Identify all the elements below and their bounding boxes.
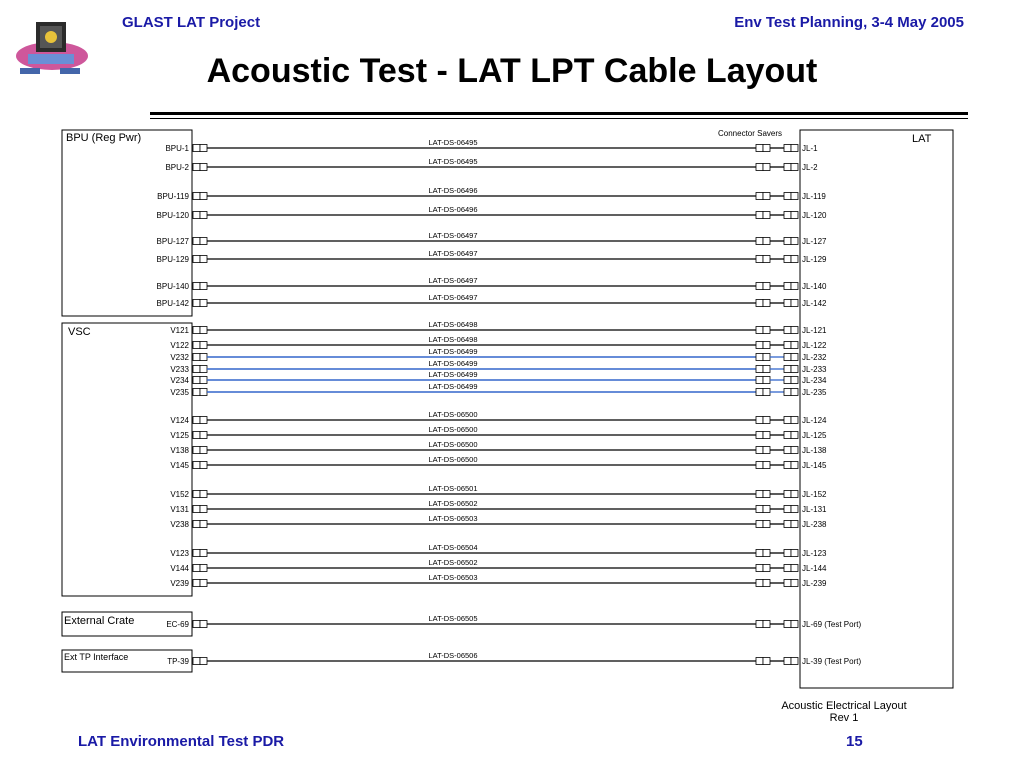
connector-left <box>200 193 207 200</box>
connector-saver <box>763 491 770 498</box>
connector-left <box>193 565 200 572</box>
cable-id-label: LAT-DS-06497 <box>428 293 478 302</box>
connector-left <box>193 256 200 263</box>
connector-left <box>193 550 200 557</box>
cable-left-label: BPU-2 <box>165 163 189 172</box>
connector-saver <box>784 506 791 513</box>
cable-id-label: LAT-DS-06500 <box>428 440 478 449</box>
connector-left <box>193 621 200 628</box>
cable-right-label: JL-238 <box>802 520 827 529</box>
cable-id-label: LAT-DS-06500 <box>428 410 478 419</box>
connector-saver <box>784 447 791 454</box>
connector-left <box>200 238 207 245</box>
cable-left-label: V121 <box>170 326 189 335</box>
cable-left-label: V145 <box>170 461 189 470</box>
cable-right-label: JL-131 <box>802 505 827 514</box>
lat-label: LAT <box>912 133 932 145</box>
connector-saver <box>791 283 798 290</box>
cable-left-label: TP-39 <box>167 657 189 666</box>
cable-right-label: JL-233 <box>802 365 827 374</box>
connector-saver <box>791 300 798 307</box>
connector-left <box>200 658 207 665</box>
cable-left-label: BPU-120 <box>156 211 189 220</box>
connector-saver <box>756 550 763 557</box>
connector-saver <box>784 621 791 628</box>
connector-saver <box>763 256 770 263</box>
connector-saver <box>791 366 798 373</box>
cable-id-label: LAT-DS-06496 <box>428 205 478 214</box>
connector-saver <box>791 193 798 200</box>
cable-id-label: LAT-DS-06503 <box>428 573 478 582</box>
connector-saver <box>763 193 770 200</box>
connector-saver <box>791 327 798 334</box>
connector-saver <box>756 580 763 587</box>
cable-right-label: JL-121 <box>802 326 827 335</box>
connector-saver <box>756 366 763 373</box>
connector-saver <box>756 342 763 349</box>
connector-left <box>200 145 207 152</box>
cable-left-label: BPU-119 <box>157 192 189 201</box>
cable-right-label: JL-120 <box>802 211 827 220</box>
connector-saver <box>784 550 791 557</box>
connector-saver <box>756 658 763 665</box>
connector-left <box>193 580 200 587</box>
connector-saver <box>791 238 798 245</box>
cable-right-label: JL-138 <box>802 446 827 455</box>
connector-left <box>193 389 200 396</box>
cable-right-label: JL-2 <box>802 163 818 172</box>
cable-left-label: BPU-127 <box>156 237 189 246</box>
connector-left <box>200 462 207 469</box>
cable-right-label: JL-122 <box>802 341 827 350</box>
connector-saver <box>763 621 770 628</box>
cable-id-label: LAT-DS-06498 <box>428 320 478 329</box>
cable-id-label: LAT-DS-06497 <box>428 231 478 240</box>
connector-saver <box>791 491 798 498</box>
connector-saver <box>756 256 763 263</box>
connector-saver <box>763 342 770 349</box>
cable-rows <box>157 138 862 666</box>
cable-left-label: V232 <box>170 353 189 362</box>
cable-right-label: JL-1 <box>802 144 818 153</box>
cable-left-label: BPU-142 <box>156 299 189 308</box>
connector-left <box>200 354 207 361</box>
cable-right-label: JL-235 <box>802 388 827 397</box>
connector-left <box>193 506 200 513</box>
connector-saver <box>763 447 770 454</box>
connector-saver <box>756 283 763 290</box>
cable-right-label: JL-142 <box>802 299 827 308</box>
connector-saver <box>763 145 770 152</box>
header-project: GLAST LAT Project <box>122 14 261 31</box>
cable-left-label: V124 <box>170 416 189 425</box>
cable-left-label: BPU-129 <box>156 255 189 264</box>
connector-left <box>193 300 200 307</box>
cable-right-label: JL-69 (Test Port) <box>802 620 862 629</box>
connector-left <box>193 283 200 290</box>
caption-line1: Acoustic Electrical Layout <box>781 700 907 712</box>
connector-left <box>200 389 207 396</box>
connector-saver <box>791 447 798 454</box>
cable-right-label: JL-140 <box>802 282 827 291</box>
cable-id-label: LAT-DS-06502 <box>428 499 478 508</box>
cable-left-label: V123 <box>170 549 189 558</box>
connector-saver <box>763 377 770 384</box>
connector-saver <box>756 300 763 307</box>
connector-left <box>193 164 200 171</box>
connector-saver <box>791 389 798 396</box>
cable-right-label: JL-152 <box>802 490 827 499</box>
connector-left <box>193 521 200 528</box>
connector-saver <box>756 447 763 454</box>
connector-saver <box>784 658 791 665</box>
connector-left <box>200 212 207 219</box>
connector-saver <box>791 580 798 587</box>
cable-id-label: LAT-DS-06506 <box>428 651 478 660</box>
connector-saver <box>763 212 770 219</box>
connector-saver <box>791 432 798 439</box>
connector-saver <box>763 565 770 572</box>
cable-id-label: LAT-DS-06500 <box>428 425 478 434</box>
connector-saver <box>784 354 791 361</box>
connector-left <box>200 417 207 424</box>
cable-left-label: V131 <box>170 505 189 514</box>
connector-left <box>200 283 207 290</box>
connector-saver <box>791 354 798 361</box>
connector-left <box>193 432 200 439</box>
connector-saver <box>756 521 763 528</box>
connector-saver <box>763 164 770 171</box>
page-title: Acoustic Test - LAT LPT Cable Layout <box>206 52 818 90</box>
cable-id-label: LAT-DS-06497 <box>428 249 478 258</box>
connector-saver <box>784 389 791 396</box>
cable-id-label: LAT-DS-06496 <box>428 186 478 195</box>
connector-saver <box>756 354 763 361</box>
connector-left <box>193 447 200 454</box>
cable-left-label: V233 <box>170 365 189 374</box>
cable-right-label: JL-39 (Test Port) <box>802 657 862 666</box>
cable-right-label: JL-129 <box>802 255 827 264</box>
cable-id-label: LAT-DS-06505 <box>428 614 478 623</box>
footer-title: LAT Environmental Test PDR <box>78 733 285 750</box>
connector-saver <box>756 327 763 334</box>
connector-saver <box>763 521 770 528</box>
group-label-bpu: BPU (Reg Pwr) <box>66 132 142 144</box>
connector-saver <box>756 432 763 439</box>
cable-right-label: JL-125 <box>802 431 827 440</box>
cable-id-label: LAT-DS-06504 <box>428 543 478 552</box>
cable-id-label: LAT-DS-06495 <box>428 157 478 166</box>
caption-line2: Rev 1 <box>829 712 859 724</box>
cable-left-label: V234 <box>170 376 189 385</box>
connector-left <box>200 565 207 572</box>
connector-saver <box>784 300 791 307</box>
connector-saver <box>784 432 791 439</box>
connector-left <box>193 145 200 152</box>
connector-saver <box>763 300 770 307</box>
cable-id-label: LAT-DS-06495 <box>428 138 478 147</box>
cable-left-label: V138 <box>170 446 189 455</box>
cable-left-label: V235 <box>170 388 189 397</box>
connector-saver <box>763 327 770 334</box>
connector-saver <box>756 417 763 424</box>
connector-saver <box>756 462 763 469</box>
cable-left-label: V152 <box>170 490 189 499</box>
connector-left <box>200 447 207 454</box>
cable-left-label: V239 <box>170 579 189 588</box>
connector-left <box>200 506 207 513</box>
connector-saver <box>784 327 791 334</box>
connector-left <box>200 432 207 439</box>
connector-savers-label: Connector Savers <box>718 129 783 138</box>
connector-saver <box>791 212 798 219</box>
connector-saver <box>763 580 770 587</box>
connector-saver <box>791 550 798 557</box>
connector-left <box>200 300 207 307</box>
connector-saver <box>756 389 763 396</box>
cable-id-label: LAT-DS-06499 <box>428 370 478 379</box>
connector-left <box>193 658 200 665</box>
connector-saver <box>763 550 770 557</box>
cable-right-label: JL-123 <box>802 549 827 558</box>
connector-left <box>193 377 200 384</box>
connector-left <box>200 521 207 528</box>
connector-saver <box>756 193 763 200</box>
page-number: 15 <box>846 733 863 750</box>
connector-saver <box>756 491 763 498</box>
connector-saver <box>784 417 791 424</box>
connector-left <box>193 462 200 469</box>
connector-saver <box>784 145 791 152</box>
connector-saver <box>756 565 763 572</box>
cable-right-label: JL-127 <box>802 237 827 246</box>
connector-left <box>200 327 207 334</box>
connector-left <box>200 491 207 498</box>
connector-saver <box>784 212 791 219</box>
cable-right-label: JL-119 <box>802 192 826 201</box>
cable-id-label: LAT-DS-06499 <box>428 359 478 368</box>
connector-saver <box>784 491 791 498</box>
cable-left-label: V122 <box>170 341 189 350</box>
cable-id-label: LAT-DS-06501 <box>428 484 478 493</box>
connector-left <box>193 491 200 498</box>
cable-left-label: BPU-140 <box>156 282 189 291</box>
connector-left <box>193 327 200 334</box>
connector-saver <box>791 342 798 349</box>
group-label-external-crate: External Crate <box>64 615 135 627</box>
connector-left <box>200 377 207 384</box>
connector-left <box>200 342 207 349</box>
connector-saver <box>763 283 770 290</box>
connector-left <box>200 580 207 587</box>
connector-saver <box>784 565 791 572</box>
connector-saver <box>784 377 791 384</box>
connector-saver <box>756 377 763 384</box>
connector-saver <box>763 389 770 396</box>
connector-saver <box>784 462 791 469</box>
cable-id-label: LAT-DS-06499 <box>428 347 478 356</box>
connector-saver <box>763 238 770 245</box>
connector-saver <box>756 164 763 171</box>
cable-right-label: JL-239 <box>802 579 827 588</box>
cable-right-label: JL-234 <box>802 376 827 385</box>
header-event: Env Test Planning, 3-4 May 2005 <box>734 14 964 31</box>
connector-saver <box>763 658 770 665</box>
cable-id-label: LAT-DS-06500 <box>428 455 478 464</box>
connector-saver <box>763 417 770 424</box>
connector-saver <box>763 462 770 469</box>
connector-left <box>200 256 207 263</box>
connector-left <box>193 193 200 200</box>
connector-saver <box>791 521 798 528</box>
connector-left <box>193 366 200 373</box>
connector-left <box>200 164 207 171</box>
connector-saver <box>791 506 798 513</box>
connector-saver <box>763 432 770 439</box>
connector-saver <box>756 621 763 628</box>
cable-left-label: V125 <box>170 431 189 440</box>
cable-left-label: V238 <box>170 520 189 529</box>
connector-left <box>200 550 207 557</box>
connector-saver <box>784 238 791 245</box>
cable-id-label: LAT-DS-06502 <box>428 558 478 567</box>
connector-saver <box>791 256 798 263</box>
cable-right-label: JL-144 <box>802 564 827 573</box>
connector-saver <box>791 164 798 171</box>
connector-left <box>193 342 200 349</box>
cable-id-label: LAT-DS-06498 <box>428 335 478 344</box>
connector-saver <box>791 377 798 384</box>
connector-left <box>193 212 200 219</box>
connector-saver <box>756 238 763 245</box>
connector-saver <box>756 212 763 219</box>
cable-id-label: LAT-DS-06503 <box>428 514 478 523</box>
cable-right-label: JL-232 <box>802 353 827 362</box>
connector-saver <box>784 521 791 528</box>
connector-saver <box>791 145 798 152</box>
cable-id-label: LAT-DS-06499 <box>428 382 478 391</box>
cable-right-label: JL-145 <box>802 461 827 470</box>
group-label-vsc: VSC <box>68 326 91 338</box>
connector-saver <box>763 354 770 361</box>
connector-saver <box>784 283 791 290</box>
connector-saver <box>791 565 798 572</box>
connector-left <box>200 621 207 628</box>
cable-id-label: LAT-DS-06497 <box>428 276 478 285</box>
connector-left <box>193 417 200 424</box>
connector-saver <box>763 366 770 373</box>
connector-saver <box>791 621 798 628</box>
connector-saver <box>756 145 763 152</box>
connector-saver <box>756 506 763 513</box>
group-label-ext-tp: Ext TP Interface <box>64 652 129 662</box>
connector-saver <box>791 658 798 665</box>
connector-saver <box>763 506 770 513</box>
cable-left-label: BPU-1 <box>165 144 189 153</box>
connector-saver <box>784 580 791 587</box>
cable-left-label: EC-69 <box>166 620 189 629</box>
cable-right-label: JL-124 <box>802 416 827 425</box>
connector-saver <box>784 342 791 349</box>
connector-saver <box>791 417 798 424</box>
connector-saver <box>784 193 791 200</box>
connector-saver <box>784 256 791 263</box>
connector-left <box>193 238 200 245</box>
connector-saver <box>791 462 798 469</box>
cable-left-label: V144 <box>170 564 189 573</box>
connector-saver <box>784 366 791 373</box>
connector-left <box>193 354 200 361</box>
connector-left <box>200 366 207 373</box>
connector-saver <box>784 164 791 171</box>
